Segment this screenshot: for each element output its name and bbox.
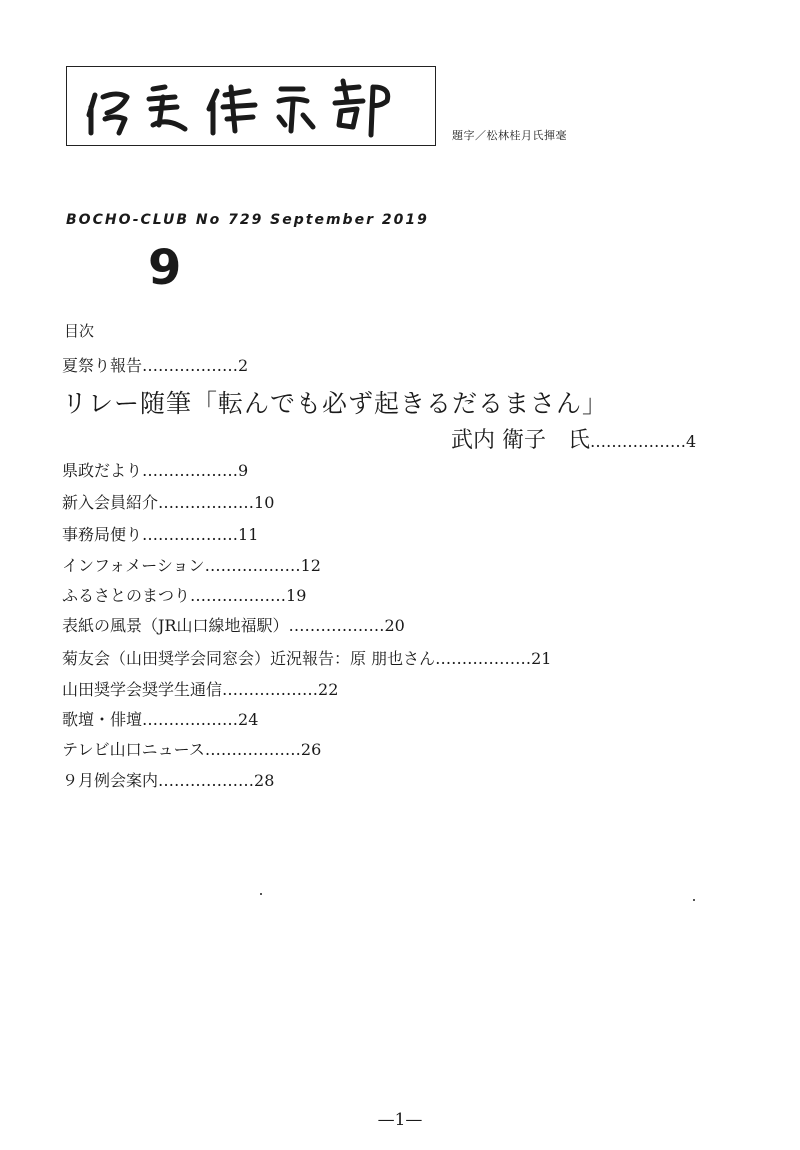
toc-heading: 目次 [64,322,95,340]
toc-item [62,490,274,513]
toc-item-page: 20 [384,616,405,635]
toc-item [62,613,405,636]
toc-item [62,677,338,700]
toc-item [62,646,551,669]
toc-leader: ……………… [288,616,385,635]
toc-item-title: テレビ山口ニュース [62,740,205,759]
toc-feature-page: 4 [686,432,697,451]
toc-item [62,553,321,576]
toc-item [62,707,258,730]
toc-item-page: 22 [318,680,339,699]
toc-item-page: 21 [531,649,552,668]
toc-feature-author-line [451,423,696,454]
toc-item-page: 10 [254,493,275,512]
toc-leader: ……………… [435,649,532,668]
toc-leader: ……………… [590,432,686,451]
toc-item [62,522,258,545]
toc-item-page: 28 [254,771,275,790]
toc-feature-author: 武内 衛子 氏 [451,428,590,453]
scan-speck [693,899,695,901]
toc-item-title: 夏祭り報告 [62,356,143,375]
toc-item [62,768,274,791]
toc-leader: ……………… [158,771,255,790]
issue-month-number: 9 [148,240,182,296]
toc-item-title: ふるさとのまつり [62,586,191,605]
scan-speck [260,893,262,895]
toc-item-page: 19 [286,586,307,605]
toc-leader: ……………… [142,525,239,544]
toc-item-title: 表紙の風景（JR山口線地福駅） [62,616,289,635]
toc-item-title: ９月例会案内 [62,771,159,790]
toc-item-page: 11 [238,525,259,544]
toc-item [62,353,248,376]
toc-leader: ……………… [142,461,239,480]
toc-item-title: 菊友会（山田奨学会同窓会）近況報告：原 朋也さん [62,649,436,668]
toc-leader: ……………… [142,356,239,375]
toc-item-page: 2 [238,356,249,375]
issue-line: BOCHO-CLUB No 729 September 2019 [66,212,429,228]
masthead-logo [66,66,436,146]
calligraphy-logo-image [67,67,437,147]
toc-item-title: 山田奨学会奨学生通信 [62,680,223,699]
page-number: —1— [377,1110,423,1130]
toc-item-title: 新入会員紹介 [62,493,159,512]
toc-leader: ……………… [204,556,301,575]
toc-item [62,458,248,481]
toc-leader: ……………… [190,586,287,605]
toc-leader: ……………… [158,493,255,512]
toc-feature-title: リレー随筆「転んでも必ず起きるだるまさん」 [62,389,609,418]
toc-item [62,583,306,606]
toc-item-title: 歌壇・俳壇 [62,710,143,729]
toc-item-title: 事務局便り [62,525,143,544]
toc-item-title: インフォメーション [62,556,205,575]
toc-item [62,737,321,760]
masthead-credit: 題字／松林桂月氏揮毫 [452,129,567,142]
toc-item-page: 9 [238,461,249,480]
toc-item-page: 24 [238,710,259,729]
toc-leader: ……………… [142,710,239,729]
toc-leader: ……………… [204,740,301,759]
toc-item-page: 12 [300,556,321,575]
toc-item-title: 県政だより [62,461,143,480]
toc-leader: ……………… [222,680,319,699]
toc-item-page: 26 [300,740,322,759]
